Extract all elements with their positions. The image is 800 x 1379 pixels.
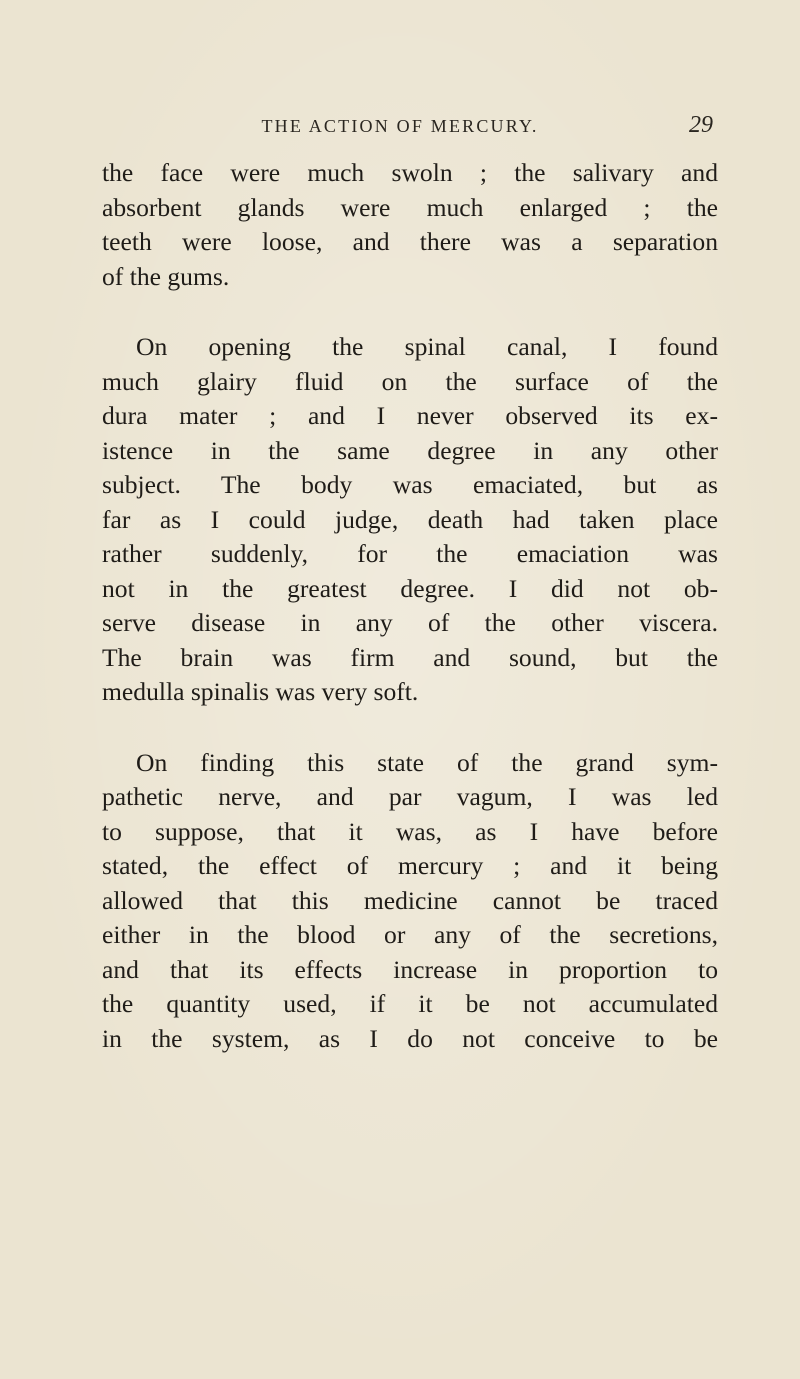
text-line: allowed that this medicine cannot be traced — [102, 885, 718, 915]
text-line: much glairy fluid on the surface of the — [102, 366, 718, 396]
text-line: stated, the effect of mercury ; and it being — [102, 851, 718, 880]
running-head: THE ACTION OF MERCURY. — [261, 116, 539, 136]
text-line: the face were much swoln ; the salivary and — [102, 158, 718, 187]
text-line: rather suddenly, for the emaciation was — [102, 539, 718, 568]
page-header — [0, 112, 800, 146]
text-line: serve disease in any of the other viscera. — [102, 608, 718, 637]
text-line: teeth were loose, and there was a separation — [102, 227, 718, 256]
text-line: On finding this state of the grand sym- — [136, 747, 718, 777]
text-line: On opening the spinal canal, I found — [136, 332, 718, 361]
text-line: in the system, as I do not conceive to be — [102, 1023, 718, 1053]
text-line: far as I could judge, death had taken place — [102, 504, 718, 534]
text-line: The brain was firm and sound, but the — [102, 642, 718, 672]
text-line: dura mater ; and I never observed its ex- — [102, 401, 718, 430]
paragraph-2 — [102, 330, 718, 710]
page-number: 29 — [689, 112, 713, 138]
text-line: subject. The body was emaciated, but as — [102, 470, 718, 499]
text-line: the quantity used, if it be not accumulated — [102, 989, 718, 1018]
text-line: either in the blood or any of the secretions, — [102, 920, 718, 949]
text-line: to suppose, that it was, as I have before — [102, 816, 718, 846]
paragraph-3 — [102, 746, 718, 1057]
text-line: absorbent glands were much enlarged ; the — [102, 192, 718, 222]
paragraph-1 — [102, 156, 718, 294]
text-line: medulla spinalis was very soft. — [102, 677, 419, 706]
text-line: istence in the same degree in any other — [102, 435, 718, 465]
text-line: pathetic nerve, and par vagum, I was led — [102, 782, 718, 811]
text-line: and that its effects increase in proportion to — [102, 954, 718, 984]
text-line: of the gums. — [102, 261, 230, 291]
text-line: not in the greatest degree. I did not ob- — [102, 573, 718, 603]
page-body — [102, 156, 718, 1056]
